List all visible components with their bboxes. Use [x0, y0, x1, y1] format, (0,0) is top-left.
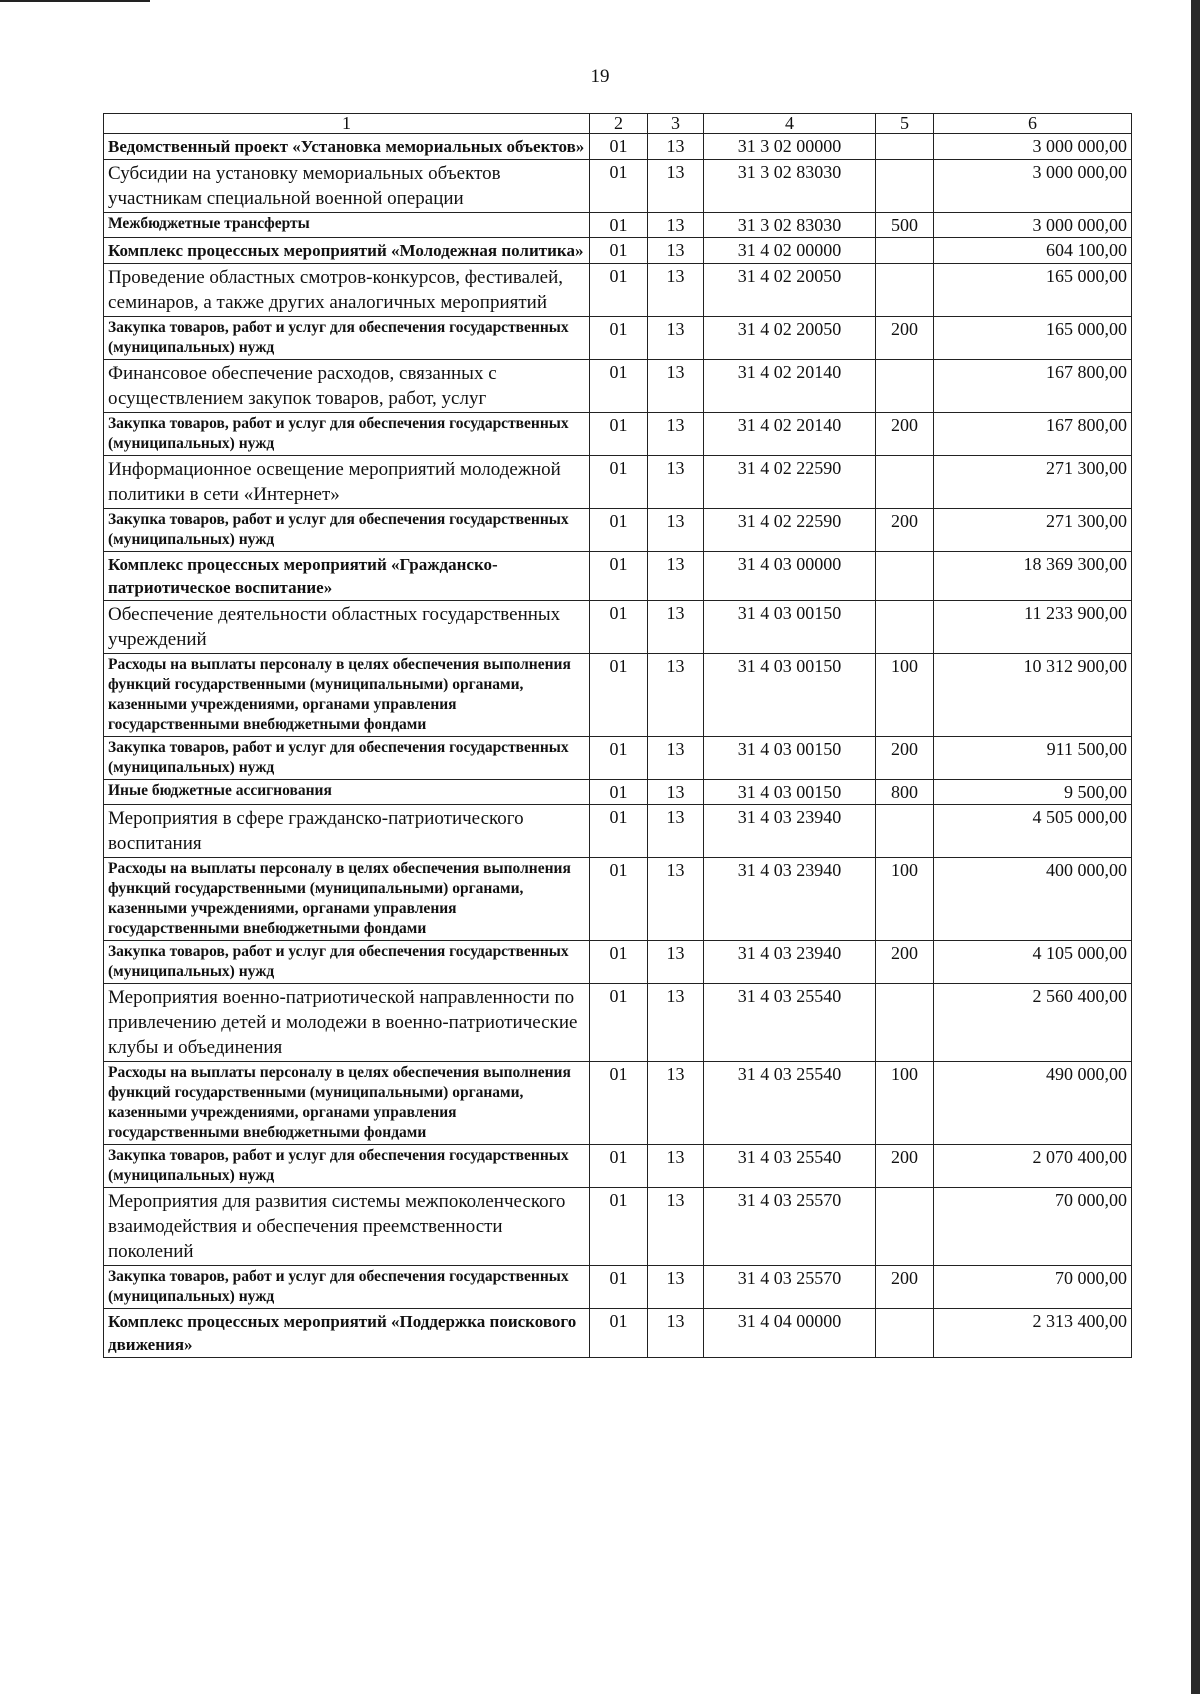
row-section-cell: 01: [590, 601, 648, 654]
row-name-cell: Межбюджетные трансферты: [104, 213, 590, 238]
row-subsection-cell: 13: [648, 1309, 704, 1358]
row-amount-cell: 165 000,00: [934, 264, 1132, 317]
row-expense-type-cell: 100: [876, 654, 934, 737]
row-subsection-cell: 13: [648, 264, 704, 317]
row-section-cell: 01: [590, 360, 648, 413]
row-section-cell: 01: [590, 160, 648, 213]
row-amount-cell: 271 300,00: [934, 509, 1132, 552]
row-target-code-cell: 31 4 03 00150: [704, 737, 876, 780]
row-section-cell: 01: [590, 317, 648, 360]
table-row: [104, 213, 1132, 238]
header-col-4: 4: [704, 114, 876, 134]
row-target-code-cell: 31 3 02 83030: [704, 160, 876, 213]
row-amount-cell: 4 105 000,00: [934, 941, 1132, 984]
row-name-cell: Закупка товаров, работ и услуг для обеспечения государственных (муниципальных) нужд: [104, 509, 590, 552]
scan-margin-bar: [1191, 0, 1200, 1694]
row-section-cell: 01: [590, 509, 648, 552]
row-target-code-cell: 31 4 03 00150: [704, 654, 876, 737]
row-target-code-cell: 31 4 02 20050: [704, 317, 876, 360]
row-target-code-cell: 31 4 03 23940: [704, 941, 876, 984]
row-name-cell: Закупка товаров, работ и услуг для обеспечения государственных (муниципальных) нужд: [104, 1266, 590, 1309]
table-row: [104, 1309, 1132, 1358]
row-target-code-cell: 31 4 02 00000: [704, 238, 876, 264]
row-subsection-cell: 13: [648, 941, 704, 984]
row-target-code-cell: 31 4 03 23940: [704, 805, 876, 858]
row-amount-cell: 165 000,00: [934, 317, 1132, 360]
row-section-cell: 01: [590, 984, 648, 1062]
row-expense-type-cell: [876, 360, 934, 413]
table-row: [104, 858, 1132, 941]
row-expense-type-cell: 100: [876, 1062, 934, 1145]
row-expense-type-cell: 800: [876, 780, 934, 805]
row-section-cell: 01: [590, 1266, 648, 1309]
row-name-cell: Обеспечение деятельности областных государственных учреждений: [104, 601, 590, 654]
table-row: [104, 1145, 1132, 1188]
row-subsection-cell: 13: [648, 858, 704, 941]
row-expense-type-cell: 200: [876, 317, 934, 360]
row-amount-cell: 9 500,00: [934, 780, 1132, 805]
row-expense-type-cell: [876, 1309, 934, 1358]
row-expense-type-cell: [876, 134, 934, 160]
row-subsection-cell: 13: [648, 1188, 704, 1266]
table-row: [104, 737, 1132, 780]
row-amount-cell: 604 100,00: [934, 238, 1132, 264]
row-section-cell: 01: [590, 780, 648, 805]
table-header: [104, 114, 1132, 134]
header-col-3: 3: [648, 114, 704, 134]
row-amount-cell: 70 000,00: [934, 1188, 1132, 1266]
row-expense-type-cell: [876, 1188, 934, 1266]
row-section-cell: 01: [590, 264, 648, 317]
row-section-cell: 01: [590, 1309, 648, 1358]
page-number: 19: [590, 66, 610, 87]
table-row: [104, 552, 1132, 601]
row-section-cell: 01: [590, 737, 648, 780]
row-name-cell: Мероприятия военно-патриотической направленности по привлечению детей и молодежи в военно-патриотические клубы и объединения: [104, 984, 590, 1062]
row-target-code-cell: 31 4 02 22590: [704, 456, 876, 509]
table-row: [104, 413, 1132, 456]
row-subsection-cell: 13: [648, 737, 704, 780]
row-amount-cell: 3 000 000,00: [934, 213, 1132, 238]
row-section-cell: 01: [590, 238, 648, 264]
row-name-cell: Субсидии на установку мемориальных объектов участникам специальной военной операции: [104, 160, 590, 213]
header-col-1: 1: [104, 114, 590, 134]
table-row: [104, 601, 1132, 654]
row-name-cell: Закупка товаров, работ и услуг для обеспечения государственных (муниципальных) нужд: [104, 1145, 590, 1188]
table-body: [104, 134, 1132, 1358]
row-subsection-cell: 13: [648, 413, 704, 456]
row-expense-type-cell: [876, 264, 934, 317]
row-expense-type-cell: [876, 456, 934, 509]
table-row: [104, 238, 1132, 264]
row-name-cell: Комплекс процессных мероприятий «Гражданско-патриотическое воспитание»: [104, 552, 590, 601]
row-expense-type-cell: 200: [876, 737, 934, 780]
row-expense-type-cell: 200: [876, 1145, 934, 1188]
row-section-cell: 01: [590, 413, 648, 456]
row-subsection-cell: 13: [648, 805, 704, 858]
row-expense-type-cell: [876, 552, 934, 601]
table-row: [104, 1266, 1132, 1309]
row-target-code-cell: 31 4 02 20140: [704, 360, 876, 413]
row-amount-cell: 167 800,00: [934, 360, 1132, 413]
row-name-cell: Финансовое обеспечение расходов, связанных с осуществлением закупок товаров, работ, услуг: [104, 360, 590, 413]
row-name-cell: Иные бюджетные ассигнования: [104, 780, 590, 805]
row-subsection-cell: 13: [648, 134, 704, 160]
row-target-code-cell: 31 3 02 83030: [704, 213, 876, 238]
row-name-cell: Закупка товаров, работ и услуг для обеспечения государственных (муниципальных) нужд: [104, 413, 590, 456]
row-expense-type-cell: [876, 601, 934, 654]
row-subsection-cell: 13: [648, 213, 704, 238]
row-name-cell: Закупка товаров, работ и услуг для обеспечения государственных (муниципальных) нужд: [104, 737, 590, 780]
row-target-code-cell: 31 4 04 00000: [704, 1309, 876, 1358]
row-section-cell: 01: [590, 1145, 648, 1188]
row-name-cell: Информационное освещение мероприятий молодежной политики в сети «Интернет»: [104, 456, 590, 509]
header-col-5: 5: [876, 114, 934, 134]
row-amount-cell: 2 313 400,00: [934, 1309, 1132, 1358]
row-subsection-cell: 13: [648, 1266, 704, 1309]
row-target-code-cell: 31 4 03 25540: [704, 984, 876, 1062]
row-expense-type-cell: [876, 984, 934, 1062]
table-row: [104, 654, 1132, 737]
row-subsection-cell: 13: [648, 984, 704, 1062]
row-section-cell: 01: [590, 1188, 648, 1266]
row-subsection-cell: 13: [648, 601, 704, 654]
row-target-code-cell: 31 4 02 20140: [704, 413, 876, 456]
row-amount-cell: 70 000,00: [934, 1266, 1132, 1309]
row-amount-cell: 167 800,00: [934, 413, 1132, 456]
row-target-code-cell: 31 4 02 22590: [704, 509, 876, 552]
row-target-code-cell: 31 4 03 00150: [704, 601, 876, 654]
budget-table: [103, 113, 1132, 1358]
row-amount-cell: 3 000 000,00: [934, 134, 1132, 160]
row-amount-cell: 10 312 900,00: [934, 654, 1132, 737]
row-expense-type-cell: 100: [876, 858, 934, 941]
row-expense-type-cell: [876, 805, 934, 858]
header-col-2: 2: [590, 114, 648, 134]
row-name-cell: Мероприятия в сфере гражданско-патриотического воспитания: [104, 805, 590, 858]
table-row: [104, 264, 1132, 317]
row-subsection-cell: 13: [648, 509, 704, 552]
row-expense-type-cell: 200: [876, 509, 934, 552]
table-row: [104, 941, 1132, 984]
row-section-cell: 01: [590, 456, 648, 509]
row-subsection-cell: 13: [648, 238, 704, 264]
row-expense-type-cell: 200: [876, 941, 934, 984]
row-target-code-cell: 31 4 03 25570: [704, 1188, 876, 1266]
row-target-code-cell: 31 4 02 20050: [704, 264, 876, 317]
row-subsection-cell: 13: [648, 317, 704, 360]
scan-edge-line: [0, 0, 150, 2]
row-section-cell: 01: [590, 654, 648, 737]
table-row: [104, 780, 1132, 805]
row-section-cell: 01: [590, 213, 648, 238]
row-name-cell: Расходы на выплаты персоналу в целях обеспечения выполнения функций государственными (муниципальными) органами, казенными учреждениями, органами управления государственными внебюджетными фондами: [104, 858, 590, 941]
row-name-cell: Закупка товаров, работ и услуг для обеспечения государственных (муниципальных) нужд: [104, 941, 590, 984]
table-row: [104, 456, 1132, 509]
row-name-cell: Закупка товаров, работ и услуг для обеспечения государственных (муниципальных) нужд: [104, 317, 590, 360]
row-name-cell: Комплекс процессных мероприятий «Молодежная политика»: [104, 238, 590, 264]
row-target-code-cell: 31 4 03 25570: [704, 1266, 876, 1309]
row-section-cell: 01: [590, 552, 648, 601]
row-amount-cell: 3 000 000,00: [934, 160, 1132, 213]
row-section-cell: 01: [590, 858, 648, 941]
table-row: [104, 317, 1132, 360]
row-name-cell: Комплекс процессных мероприятий «Поддержка поискового движения»: [104, 1309, 590, 1358]
table-row: [104, 509, 1132, 552]
row-subsection-cell: 13: [648, 780, 704, 805]
table-row: [104, 160, 1132, 213]
table-row: [104, 805, 1132, 858]
row-target-code-cell: 31 4 03 23940: [704, 858, 876, 941]
row-amount-cell: 2 070 400,00: [934, 1145, 1132, 1188]
header-col-6: 6: [934, 114, 1132, 134]
row-name-cell: Расходы на выплаты персоналу в целях обеспечения выполнения функций государственными (муниципальными) органами, казенными учреждениями, органами управления государственными внебюджетными фондами: [104, 1062, 590, 1145]
table-row: [104, 1062, 1132, 1145]
row-target-code-cell: 31 4 03 25540: [704, 1145, 876, 1188]
row-target-code-cell: 31 4 03 00150: [704, 780, 876, 805]
row-name-cell: Мероприятия для развития системы межпоколенческого взаимодействия и обеспечения преемственности поколений: [104, 1188, 590, 1266]
row-name-cell: Расходы на выплаты персоналу в целях обеспечения выполнения функций государственными (муниципальными) органами, казенными учреждениями, органами управления государственными внебюджетными фондами: [104, 654, 590, 737]
row-target-code-cell: 31 4 03 00000: [704, 552, 876, 601]
row-amount-cell: 911 500,00: [934, 737, 1132, 780]
row-subsection-cell: 13: [648, 456, 704, 509]
row-subsection-cell: 13: [648, 654, 704, 737]
table-row: [104, 984, 1132, 1062]
table-row: [104, 134, 1132, 160]
row-expense-type-cell: 500: [876, 213, 934, 238]
row-expense-type-cell: 200: [876, 413, 934, 456]
row-amount-cell: 2 560 400,00: [934, 984, 1132, 1062]
row-name-cell: Проведение областных смотров-конкурсов, фестивалей, семинаров, а также других аналогичных мероприятий: [104, 264, 590, 317]
row-expense-type-cell: 200: [876, 1266, 934, 1309]
row-amount-cell: 400 000,00: [934, 858, 1132, 941]
row-amount-cell: 4 505 000,00: [934, 805, 1132, 858]
row-section-cell: 01: [590, 941, 648, 984]
row-section-cell: 01: [590, 134, 648, 160]
row-section-cell: 01: [590, 805, 648, 858]
row-amount-cell: 18 369 300,00: [934, 552, 1132, 601]
row-subsection-cell: 13: [648, 552, 704, 601]
table-row: [104, 1188, 1132, 1266]
row-subsection-cell: 13: [648, 1062, 704, 1145]
row-target-code-cell: 31 3 02 00000: [704, 134, 876, 160]
row-section-cell: 01: [590, 1062, 648, 1145]
row-subsection-cell: 13: [648, 160, 704, 213]
header-row: [104, 114, 1132, 134]
row-name-cell: Ведомственный проект «Установка мемориальных объектов»: [104, 134, 590, 160]
row-target-code-cell: 31 4 03 25540: [704, 1062, 876, 1145]
row-amount-cell: 11 233 900,00: [934, 601, 1132, 654]
table-row: [104, 360, 1132, 413]
row-amount-cell: 271 300,00: [934, 456, 1132, 509]
row-amount-cell: 490 000,00: [934, 1062, 1132, 1145]
row-subsection-cell: 13: [648, 360, 704, 413]
row-expense-type-cell: [876, 160, 934, 213]
row-subsection-cell: 13: [648, 1145, 704, 1188]
row-expense-type-cell: [876, 238, 934, 264]
